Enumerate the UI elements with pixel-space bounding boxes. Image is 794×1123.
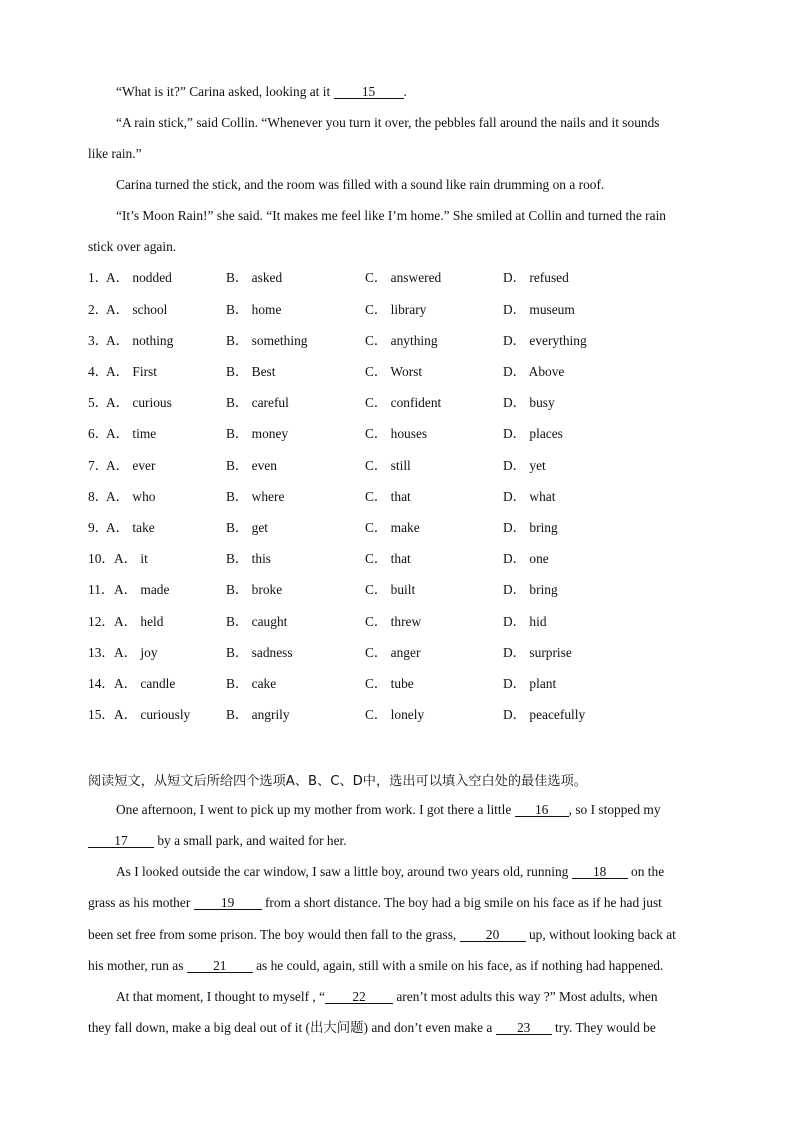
option-b: B． broke xyxy=(226,582,283,597)
option-d: D． surprise xyxy=(503,645,572,660)
option-c: C． lonely xyxy=(365,707,425,722)
question-number: 6． xyxy=(88,426,109,441)
option-c: C． answered xyxy=(365,270,442,285)
option-b: B． angrily xyxy=(226,707,290,722)
answer-blank-15: 15 xyxy=(334,85,404,99)
question-number: 15． xyxy=(88,707,115,722)
question-row xyxy=(0,582,794,598)
option-b: B． money xyxy=(226,426,289,441)
text-segment: been set free from some prison. The boy would then fall to the grass, xyxy=(88,927,460,942)
text-segment: they fall down, make a big deal out of it (出大问题) and don’t even make a xyxy=(88,1020,496,1035)
section-instruction: 阅读短文，从短文后所给四个选项A、B、C、D中，选出可以填入空白处的最佳选项。 xyxy=(88,774,587,789)
answer-blank-16: 16 xyxy=(515,803,569,817)
answer-blank-23: 23 xyxy=(496,1021,552,1035)
option-a: A． take xyxy=(106,520,155,535)
option-b: B． sadness xyxy=(226,645,293,660)
option-d: D． what xyxy=(503,489,556,504)
option-b: B． get xyxy=(226,520,269,535)
question-number: 10． xyxy=(88,551,115,566)
option-c: C． Worst xyxy=(365,364,423,379)
question-row xyxy=(0,333,794,349)
option-d: D． refused xyxy=(503,270,569,285)
option-c: C． houses xyxy=(365,426,428,441)
question-number: 7． xyxy=(88,458,109,473)
option-b: B． something xyxy=(226,333,308,348)
option-c: C． library xyxy=(365,302,427,317)
text-segment: on the xyxy=(627,864,665,879)
option-d: D． plant xyxy=(503,676,557,691)
option-a: A． curiously xyxy=(114,707,191,722)
text-segment: . xyxy=(403,84,407,99)
question-number: 14． xyxy=(88,676,115,691)
passage2-line-5 xyxy=(88,927,676,943)
passage1-line-6: stick over again. xyxy=(88,239,177,254)
option-d: D． bring xyxy=(503,582,558,597)
answer-blank-18: 18 xyxy=(572,865,628,879)
passage2-line-4 xyxy=(88,895,662,911)
option-b: B． even xyxy=(226,458,277,473)
option-b: B． home xyxy=(226,302,282,317)
passage1-line-4: Carina turned the stick, and the room was filled with a sound like rain drumming on a roof. xyxy=(116,177,605,192)
question-row xyxy=(0,364,794,380)
option-d: D． places xyxy=(503,426,563,441)
answer-blank-21: 21 xyxy=(187,959,253,973)
question-row xyxy=(0,270,794,286)
question-number: 2． xyxy=(88,302,109,317)
option-c: C． anger xyxy=(365,645,421,660)
answer-blank-22: 22 xyxy=(325,990,393,1004)
passage2-line-2 xyxy=(88,833,347,849)
text-segment: by a small park, and waited for her. xyxy=(154,833,347,848)
passage2-line-8 xyxy=(88,1020,656,1036)
option-b: B． careful xyxy=(226,395,289,410)
question-row xyxy=(0,551,794,567)
option-b: B． cake xyxy=(226,676,277,691)
option-c: C． tube xyxy=(365,676,414,691)
option-a: A． First xyxy=(106,364,157,379)
text-segment: from a short distance. The boy had a big smile on his face as if he had just xyxy=(261,895,662,910)
option-d: D． bring xyxy=(503,520,558,535)
option-b: B． this xyxy=(226,551,272,566)
option-d: D． everything xyxy=(503,333,587,348)
question-row xyxy=(0,426,794,442)
option-d: D． busy xyxy=(503,395,555,410)
option-a: A． curious xyxy=(106,395,172,410)
option-a: A． ever xyxy=(106,458,156,473)
option-c: C． built xyxy=(365,582,416,597)
question-row xyxy=(0,395,794,411)
passage2-line-7 xyxy=(116,989,658,1005)
passage1-line-1 xyxy=(116,84,407,100)
text-segment: grass as his mother xyxy=(88,895,194,910)
option-d: D． one xyxy=(503,551,549,566)
passage2-line-6 xyxy=(88,958,663,974)
passage2-line-3 xyxy=(116,864,664,880)
question-number: 3． xyxy=(88,333,109,348)
option-a: A． who xyxy=(106,489,156,504)
option-d: D． hid xyxy=(503,614,547,629)
question-number: 11． xyxy=(88,582,115,597)
option-c: C． anything xyxy=(365,333,438,348)
question-row xyxy=(0,302,794,318)
option-a: A． held xyxy=(114,614,164,629)
question-number: 4． xyxy=(88,364,109,379)
text-segment: aren’t most adults this way ?” Most adults, when xyxy=(393,989,658,1004)
question-row xyxy=(0,458,794,474)
option-c: C． threw xyxy=(365,614,422,629)
text-segment: , so I stopped my xyxy=(568,802,661,817)
passage2-line-1 xyxy=(116,802,661,818)
option-a: A． joy xyxy=(114,645,158,660)
question-row xyxy=(0,614,794,630)
passage1-line-5: “It’s Moon Rain!” she said. “It makes me feel like I’m home.” She smiled at Collin and turned the rain xyxy=(116,208,666,223)
option-c: C． still xyxy=(365,458,411,473)
option-c: C． that xyxy=(365,489,411,504)
text-segment: At that moment, I thought to myself , “ xyxy=(116,989,326,1004)
question-number: 13． xyxy=(88,645,115,660)
question-number: 5． xyxy=(88,395,109,410)
question-number: 8． xyxy=(88,489,109,504)
text-segment: as he could, again, still with a smile on his face, as if nothing had happened. xyxy=(252,958,664,973)
text-segment: try. They would be xyxy=(551,1020,656,1035)
option-c: C． make xyxy=(365,520,420,535)
text-segment: “What is it?” Carina asked, looking at it xyxy=(116,84,334,99)
question-row xyxy=(0,707,794,723)
question-number: 9． xyxy=(88,520,109,535)
text-segment: his mother, run as xyxy=(88,958,187,973)
passage1-line-2: “A rain stick,” said Collin. “Whenever you turn it over, the pebbles fall around the nails and it sounds xyxy=(116,115,660,130)
option-b: B． caught xyxy=(226,614,288,629)
question-number: 1． xyxy=(88,270,109,285)
option-c: C． confident xyxy=(365,395,442,410)
option-a: A． made xyxy=(114,582,170,597)
answer-blank-19: 19 xyxy=(194,896,262,910)
option-b: B． where xyxy=(226,489,285,504)
option-d: D． peacefully xyxy=(503,707,586,722)
option-c: C． that xyxy=(365,551,411,566)
option-d: D． Above xyxy=(503,364,565,379)
option-a: A． nodded xyxy=(106,270,172,285)
question-row xyxy=(0,520,794,536)
option-a: A． school xyxy=(106,302,168,317)
question-row xyxy=(0,489,794,505)
option-d: D． yet xyxy=(503,458,546,473)
text-segment: One afternoon, I went to pick up my mother from work. I got there a little xyxy=(116,802,515,817)
answer-blank-17: 17 xyxy=(88,834,154,848)
option-d: D． museum xyxy=(503,302,575,317)
question-number: 12． xyxy=(88,614,115,629)
text-segment: up, without looking back at xyxy=(525,927,676,942)
option-b: B． Best xyxy=(226,364,276,379)
question-row xyxy=(0,645,794,661)
answer-blank-20: 20 xyxy=(460,928,526,942)
passage1-line-3: like rain.” xyxy=(88,146,142,161)
option-b: B． asked xyxy=(226,270,283,285)
option-a: A． nothing xyxy=(106,333,174,348)
question-row xyxy=(0,676,794,692)
option-a: A． it xyxy=(114,551,148,566)
option-a: A． candle xyxy=(114,676,176,691)
text-segment: As I looked outside the car window, I saw a little boy, around two years old, running xyxy=(116,864,572,879)
option-a: A． time xyxy=(106,426,157,441)
